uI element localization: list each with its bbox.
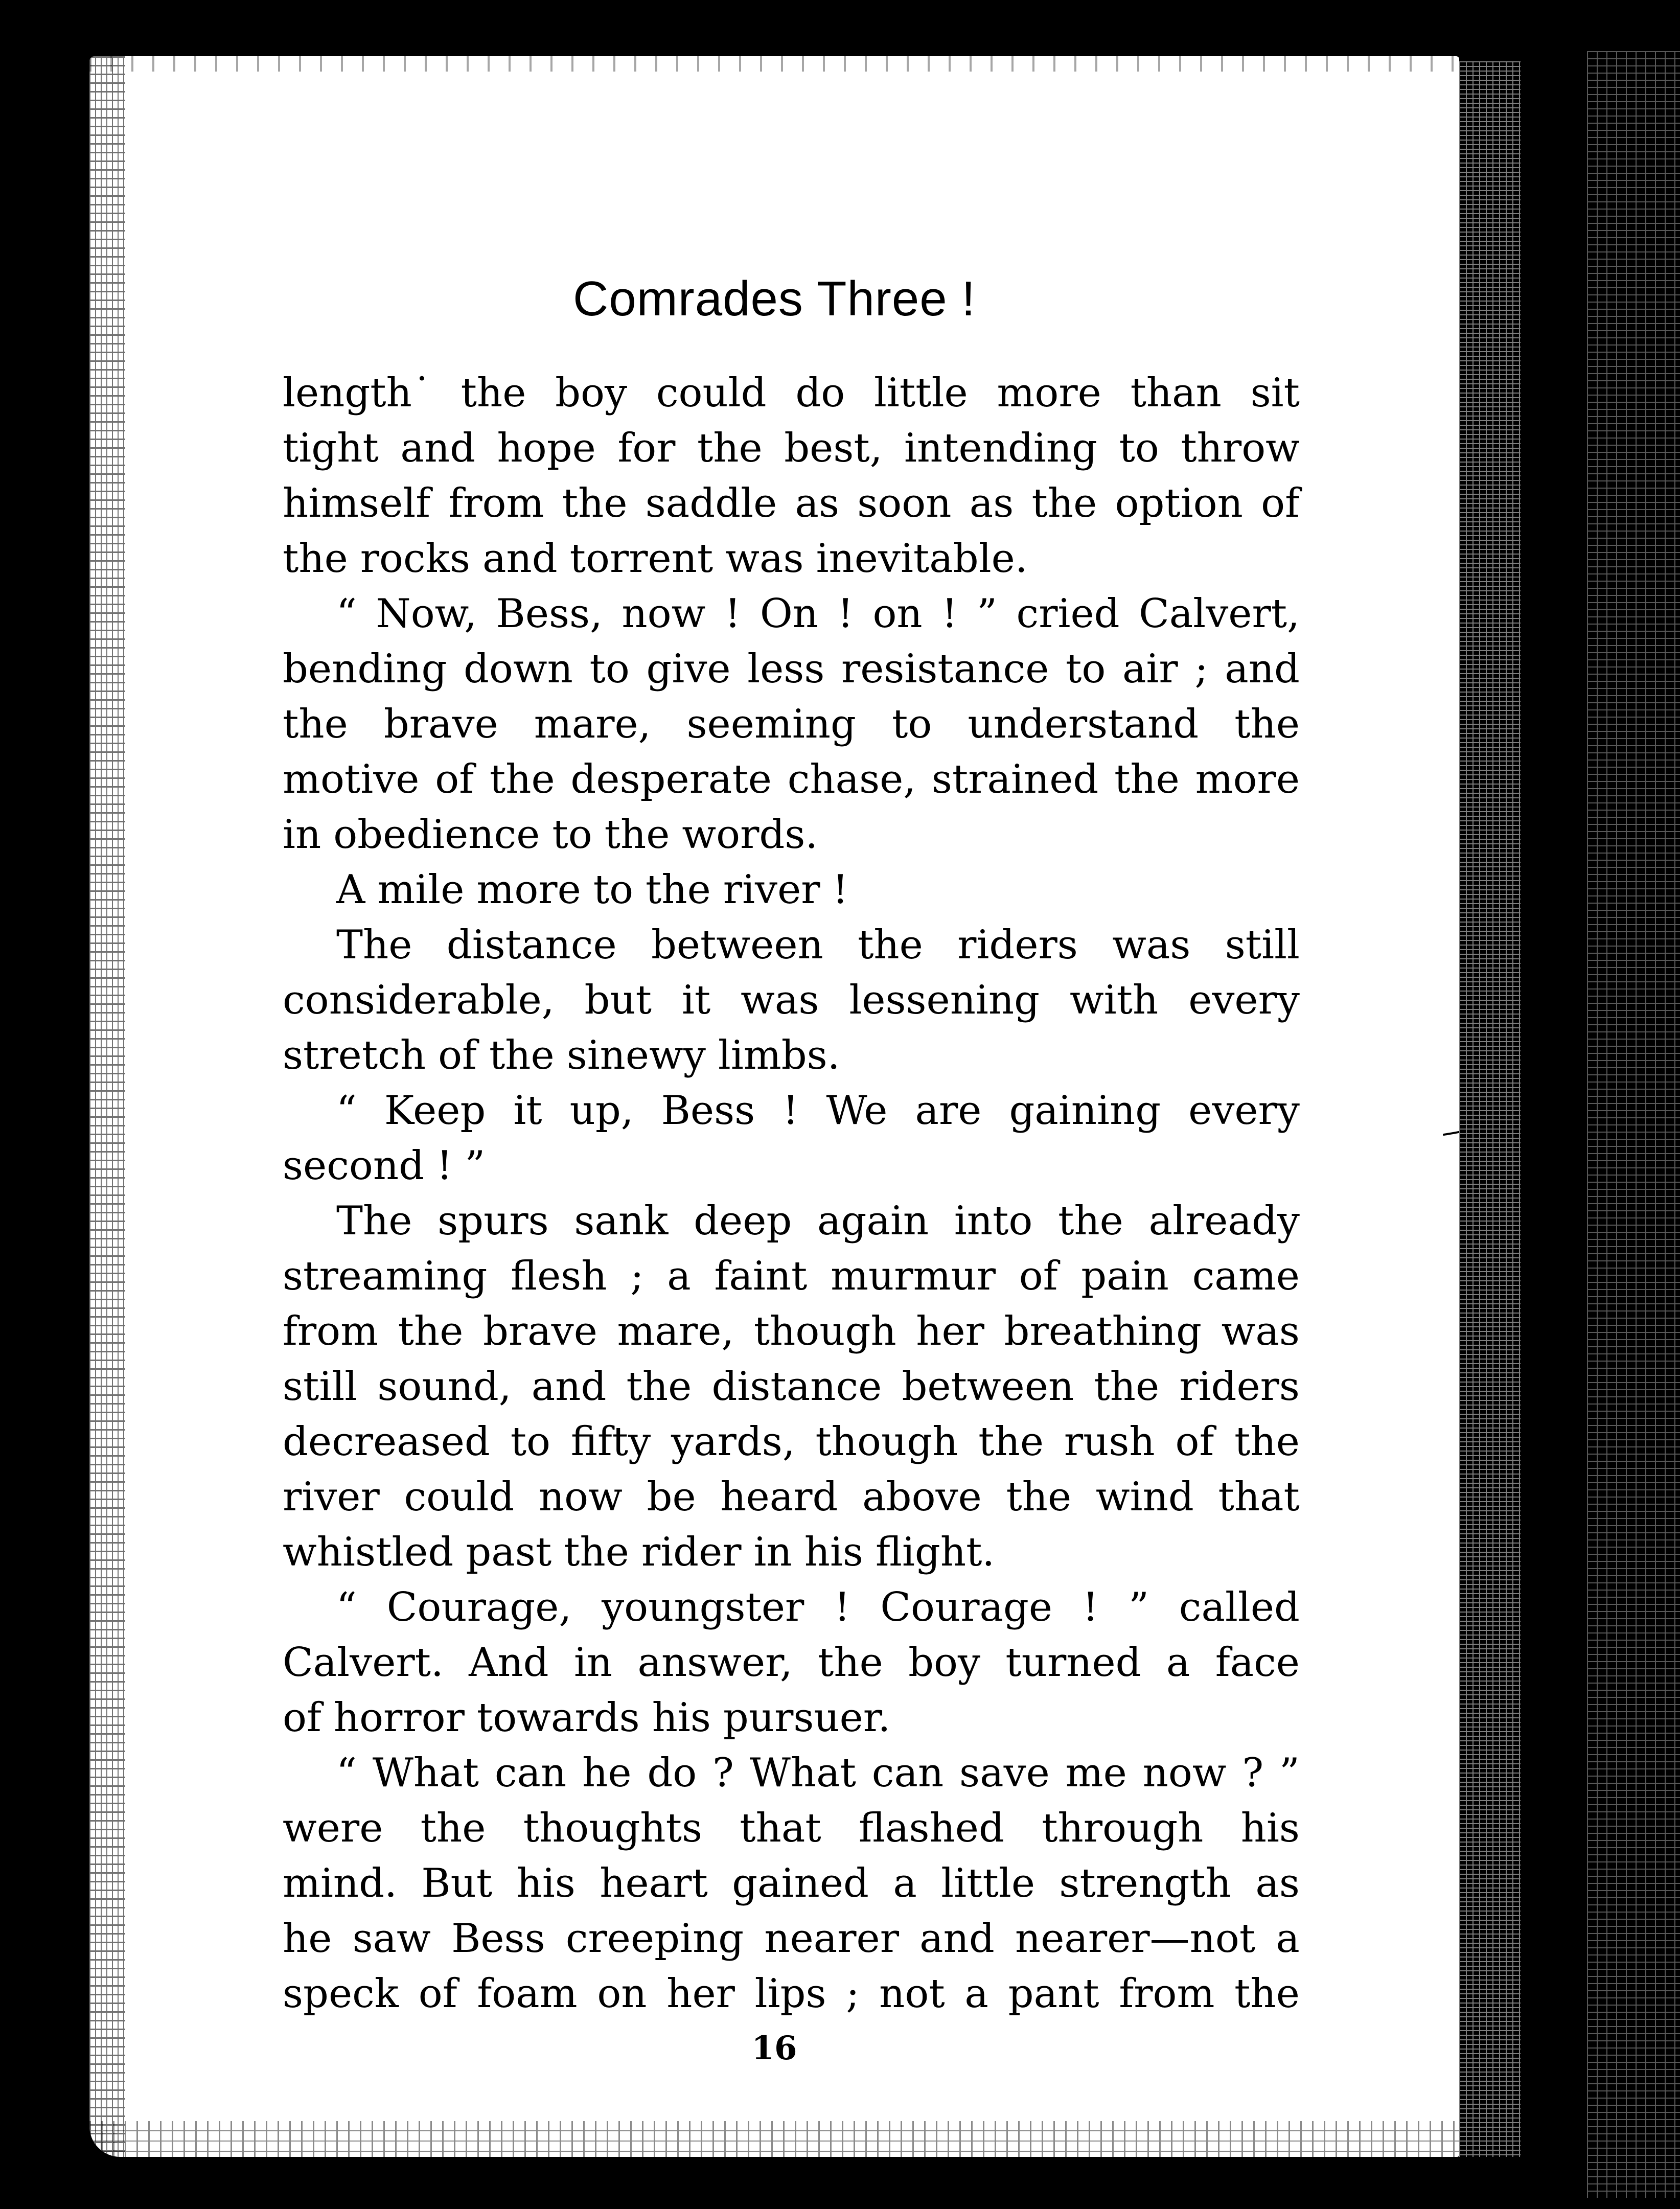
text-line: “ Courage, youngster ! Courage ! ” called — [336, 1584, 1300, 1630]
page-edge-bottom-noise — [89, 2121, 1459, 2157]
text-line: in obedience to the words. — [283, 812, 818, 858]
text-line: himself from the saddle as soon as the option of — [283, 480, 1300, 526]
text-line: “ What can he do ? What can save me now ? ” — [336, 1750, 1300, 1796]
text-line: A mile more to the river ! — [336, 867, 848, 913]
text-line: of horror towards his pursuer. — [283, 1695, 891, 1741]
page-edge-top-noise — [89, 56, 1459, 72]
text-line: river could now be heard above the wind that — [283, 1474, 1300, 1520]
text-line: length˙ the boy could do little more than sit — [283, 370, 1300, 416]
text-line: the rocks and torrent was inevitable. — [283, 536, 1028, 582]
binding-noise-outer — [1587, 51, 1680, 2198]
text-line: tight and hope for the best, intending to throw — [283, 425, 1300, 471]
text-line: bending down to give less resistance to air ; and — [283, 646, 1300, 692]
text-line: motive of the desperate chase, strained the more — [283, 756, 1300, 802]
book-binding-edge — [1459, 0, 1680, 2209]
page-edge-left-noise — [89, 56, 125, 2157]
binding-noise — [1459, 61, 1521, 2157]
text-line: second ! ” — [283, 1143, 486, 1189]
book-page — [89, 56, 1459, 2157]
text-line: considerable, but it was lessening with every — [283, 977, 1300, 1023]
text-line: whistled past the rider in his flight. — [283, 1529, 995, 1575]
pencil-mark — [1439, 986, 1459, 1150]
text-line: stretch of the sinewy limbs. — [283, 1032, 840, 1078]
text-line: still sound, and the distance between the riders — [283, 1364, 1300, 1410]
text-line: “ Now, Bess, now ! On ! on ! ” cried Calvert, — [336, 591, 1300, 637]
text-line: Calvert. And in answer, the boy turned a face — [283, 1640, 1300, 1686]
text-line: mind. But his heart gained a little strength as — [283, 1860, 1300, 1906]
text-line: “ Keep it up, Bess ! We are gaining every — [336, 1088, 1300, 1134]
text-line: from the brave mare, though her breathing was — [283, 1308, 1300, 1354]
body-text — [283, 365, 1300, 2021]
text-line: decreased to fifty yards, though the rush of the — [283, 1419, 1300, 1465]
page-number: 16 — [751, 2029, 797, 2067]
text-line: streaming flesh ; a faint murmur of pain came — [283, 1253, 1300, 1299]
running-head: Comrades Three ! — [573, 271, 976, 326]
text-line: The spurs sank deep again into the already — [336, 1198, 1300, 1244]
text-line: speck of foam on her lips ; not a pant from the — [283, 1971, 1300, 2017]
text-line: were the thoughts that flashed through his — [283, 1805, 1300, 1851]
text-line: he saw Bess creeping nearer and nearer—not a — [283, 1916, 1300, 1962]
text-line: the brave mare, seeming to understand the — [283, 701, 1300, 747]
text-line: The distance between the riders was still — [336, 922, 1300, 968]
